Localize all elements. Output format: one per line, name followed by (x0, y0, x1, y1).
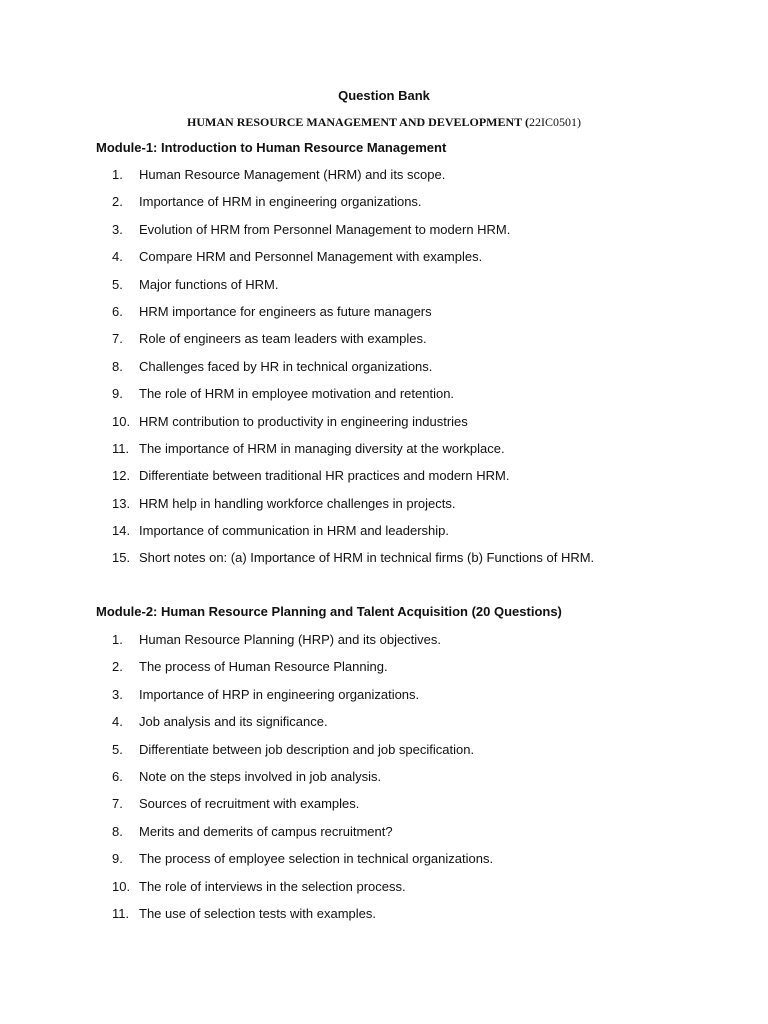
question-item (112, 549, 594, 576)
question-number: 11. (112, 440, 130, 456)
question-text: Evolution of HRM from Personnel Management to modern HRM. (139, 221, 511, 237)
question-number: 7. (112, 796, 123, 812)
question-number: 2. (112, 194, 123, 210)
question-text: The importance of HRM in managing diversity at the workplace. (139, 440, 505, 456)
course-name: HUMAN RESOURCE MANAGEMENT AND DEVELOPMENT ( (187, 115, 529, 129)
question-text: Importance of communication in HRM and leadership. (139, 523, 449, 539)
question-number: 9. (112, 851, 123, 867)
question-number: 2. (112, 659, 123, 675)
question-text: Differentiate between job description and job specification. (139, 741, 475, 757)
question-number: 11. (112, 905, 130, 921)
question-item (112, 878, 493, 905)
question-item (112, 248, 594, 275)
question-item (112, 768, 493, 795)
question-number: 13. (112, 495, 131, 511)
question-item (112, 221, 594, 248)
question-number: 8. (112, 823, 123, 839)
question-item (112, 495, 594, 522)
question-text: Job analysis and its significance. (139, 714, 328, 730)
question-text: The use of selection tests with examples. (139, 905, 377, 921)
question-item (112, 166, 594, 193)
question-number: 8. (112, 358, 123, 374)
module-1-question-list (112, 166, 594, 577)
question-number: 9. (112, 386, 123, 402)
document-title: Question Bank (338, 88, 430, 103)
question-text: The process of Human Resource Planning. (139, 659, 388, 675)
question-text: Importance of HRP in engineering organizations. (139, 686, 420, 702)
question-number: 14. (112, 523, 131, 539)
module-2-question-list (112, 631, 493, 932)
module-1-heading: Module-1: Introduction to Human Resource Management (96, 140, 447, 155)
question-item (112, 686, 493, 713)
question-number: 10. (112, 878, 131, 894)
question-text: Human Resource Management (HRM) and its scope. (139, 167, 446, 182)
question-item (112, 193, 594, 220)
question-item (112, 713, 493, 740)
question-number: 5. (112, 741, 123, 757)
question-item (112, 795, 493, 822)
question-item (112, 440, 594, 467)
question-item (112, 303, 594, 330)
question-item (112, 658, 493, 685)
question-text: Challenges faced by HR in technical organizations. (139, 358, 433, 374)
question-item (112, 330, 594, 357)
question-number: 4. (112, 249, 123, 265)
course-code: 22IC0501) (528, 115, 581, 129)
question-item (112, 467, 594, 494)
question-text: Human Resource Planning (HRP) and its objectives. (139, 632, 442, 647)
question-item (112, 741, 493, 768)
question-number: 6. (112, 303, 123, 319)
question-text: HRM importance for engineers as future managers (139, 303, 432, 319)
question-text: Note on the steps involved in job analysis. (139, 768, 382, 784)
question-text: Differentiate between traditional HR practices and modern HRM. (139, 468, 510, 484)
question-text: The process of employee selection in technical organizations. (139, 851, 494, 867)
question-number: 5. (112, 276, 123, 292)
question-number: 1. (112, 632, 123, 647)
question-text: Importance of HRM in engineering organizations. (139, 194, 422, 210)
question-number: 3. (112, 221, 123, 237)
question-item (112, 358, 594, 385)
question-item (112, 276, 594, 303)
question-text: HRM contribution to productivity in engineering industries (139, 413, 468, 429)
question-item (112, 905, 493, 932)
question-item (112, 522, 594, 549)
question-number: 6. (112, 768, 123, 784)
question-text: Merits and demerits of campus recruitment? (139, 823, 393, 839)
course-title (0, 113, 768, 131)
question-number: 15. (112, 550, 131, 566)
question-number: 1. (112, 167, 123, 182)
question-item (112, 631, 493, 658)
question-number: 12. (112, 468, 131, 484)
question-number: 7. (112, 331, 123, 347)
question-item (112, 385, 594, 412)
question-item (112, 823, 493, 850)
question-number: 4. (112, 714, 123, 730)
question-text: Short notes on: (a) Importance of HRM in technical firms (b) Functions of HRM. (139, 550, 595, 566)
question-text: HRM help in handling workforce challenges in projects. (139, 495, 456, 511)
question-text: Compare HRM and Personnel Management with examples. (139, 249, 483, 265)
question-item (112, 850, 493, 877)
question-text: Sources of recruitment with examples. (139, 796, 360, 812)
question-number: 3. (112, 686, 123, 702)
question-item (112, 413, 594, 440)
module-2-heading: Module-2: Human Resource Planning and Talent Acquisition (20 Questions) (96, 604, 562, 619)
question-text: The role of HRM in employee motivation and retention. (139, 386, 455, 402)
question-text: Major functions of HRM. (139, 276, 279, 292)
question-text: The role of interviews in the selection process. (139, 878, 406, 894)
question-text: Role of engineers as team leaders with examples. (139, 331, 427, 347)
question-number: 10. (112, 413, 131, 429)
